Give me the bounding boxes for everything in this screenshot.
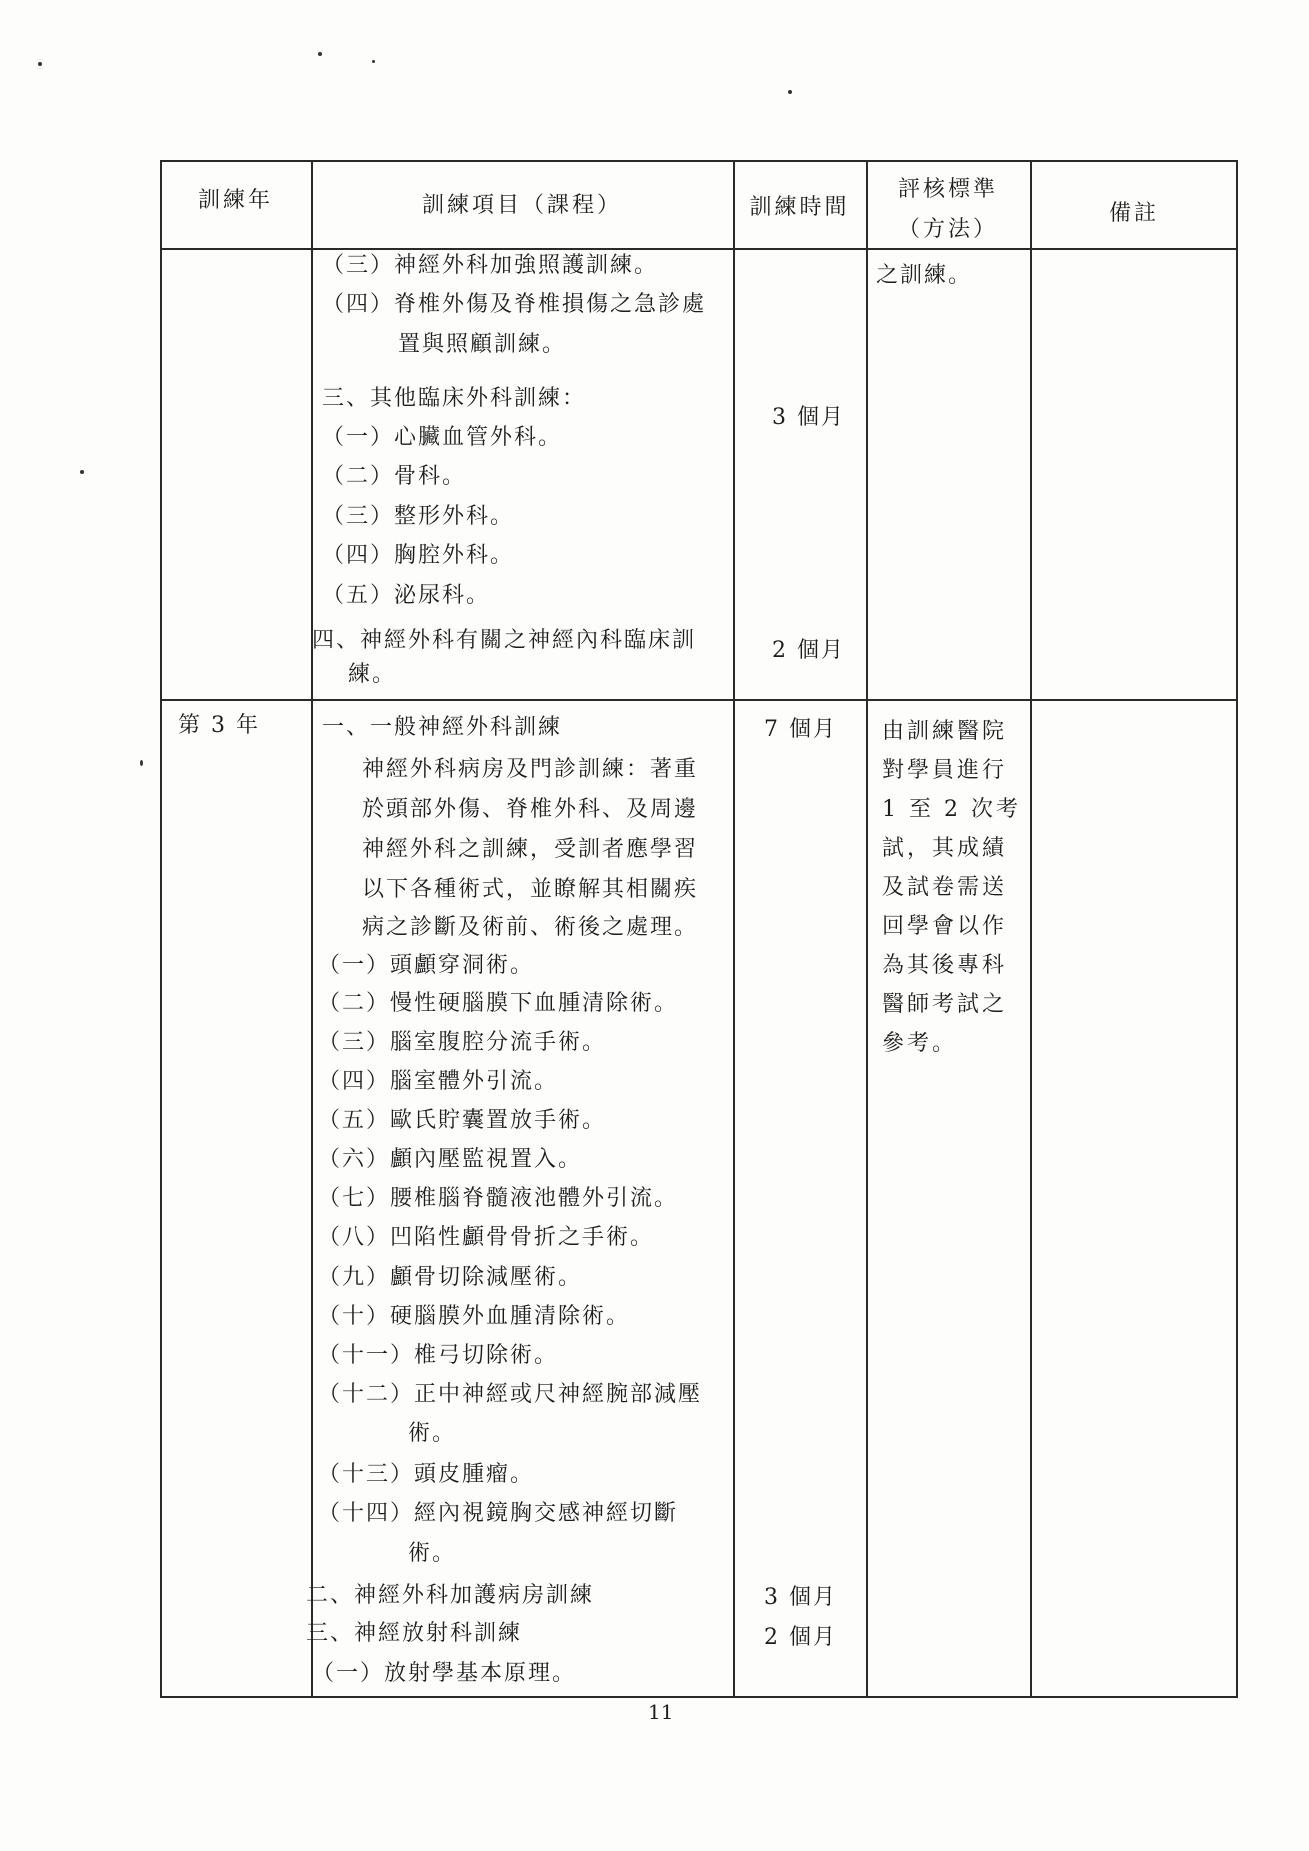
column-divider <box>733 160 735 1698</box>
item-line: 以下各種術式，並瞭解其相關疾 <box>362 877 699 902</box>
item-line: 三、其他臨床外科訓練： <box>322 386 587 411</box>
scan-speck <box>38 62 42 66</box>
column-divider <box>1030 160 1032 1698</box>
year-label: 第 3 年 <box>178 713 260 738</box>
item-line: （十二）正中神經或尺神經腕部減壓 <box>318 1382 703 1407</box>
item-line: （二）骨科。 <box>322 464 467 489</box>
scan-speck <box>318 52 322 56</box>
header-items: 訓練項目（課程） <box>421 193 622 218</box>
item-line: （三）腦室腹腔分流手術。 <box>318 1030 607 1055</box>
item-line: 神經外科病房及門診訓練：著重 <box>362 757 699 782</box>
row-rule <box>160 699 1238 701</box>
item-line: 置與照顧訓練。 <box>398 332 567 357</box>
item-line: （六）顱內壓監視置入。 <box>318 1147 583 1172</box>
scan-speck <box>80 470 84 474</box>
header-duration: 訓練時間 <box>749 195 850 220</box>
item-line: （二）慢性硬腦膜下血腫清除術。 <box>318 991 679 1016</box>
item-line: （七）腰椎腦脊髓液池體外引流。 <box>318 1186 679 1211</box>
header-evaluation-line1: 評核標準 <box>897 177 998 202</box>
item-line: （九）顱骨切除減壓術。 <box>318 1265 583 1290</box>
item-line: 術。 <box>408 1541 457 1566</box>
item-line: 一、一般神經外科訓練 <box>322 715 563 740</box>
column-divider <box>311 160 313 1698</box>
header-evaluation-line2: （方法） <box>897 217 998 242</box>
item-line: 二、神經外科加護病房訓練 <box>306 1583 595 1608</box>
item-line: （十三）頭皮腫瘤。 <box>318 1462 535 1487</box>
item-line: （一）心臟血管外科。 <box>322 425 563 450</box>
header-rule <box>160 248 1238 250</box>
column-divider <box>866 160 868 1698</box>
item-line: （三）神經外科加強照護訓練。 <box>322 253 659 278</box>
scan-speck <box>140 760 143 766</box>
item-line: （四）胸腔外科。 <box>322 543 515 568</box>
item-line: 練。 <box>348 662 397 687</box>
evaluation-text: 由訓練醫院對學員進行 1 至 2 次考試，其成績及試卷需送回學會以作為其後專科醫師考試之參考。 <box>882 719 1021 1056</box>
item-line: （八）凹陷性顱骨骨折之手術。 <box>318 1225 655 1250</box>
item-line: （五）歐氏貯囊置放手術。 <box>318 1108 607 1133</box>
item-line: 於頭部外傷、脊椎外科、及周邊 <box>362 797 699 822</box>
item-line: （三）整形外科。 <box>322 504 515 529</box>
duration-value: 3 個月 <box>764 1585 837 1610</box>
item-line: 四、神經外科有關之神經內科臨床訓 <box>312 628 697 653</box>
header-year: 訓練年 <box>197 188 273 213</box>
item-line: 神經外科之訓練，受訓者應學習 <box>362 837 699 862</box>
scan-speck <box>372 60 375 63</box>
item-line: 三、神經放射科訓練 <box>306 1621 523 1646</box>
item-line: （十四）經內視鏡胸交感神經切斷 <box>318 1501 679 1526</box>
duration-value: 2 個月 <box>764 1625 837 1650</box>
evaluation-text: 之訓練。 <box>876 263 973 288</box>
item-line: （一）放射學基本原理。 <box>312 1661 577 1686</box>
item-line: 病之診斷及術前、術後之處理。 <box>362 915 699 940</box>
duration-value: 2 個月 <box>772 638 845 663</box>
scan-speck <box>788 90 792 94</box>
item-line: （四）脊椎外傷及脊椎損傷之急診處 <box>322 292 707 317</box>
duration-value: 3 個月 <box>772 405 845 430</box>
item-line: （十）硬腦膜外血腫清除術。 <box>318 1304 631 1329</box>
header-notes: 備註 <box>1108 201 1159 226</box>
item-line: （四）腦室體外引流。 <box>318 1069 559 1094</box>
duration-value: 7 個月 <box>764 717 837 742</box>
item-line: 術。 <box>408 1421 457 1446</box>
page-number: 11 <box>648 1700 674 1724</box>
item-line: （一）頭顱穿洞術。 <box>318 953 535 978</box>
item-line: （十一）椎弓切除術。 <box>318 1343 559 1368</box>
item-line: （五）泌尿科。 <box>322 583 491 608</box>
